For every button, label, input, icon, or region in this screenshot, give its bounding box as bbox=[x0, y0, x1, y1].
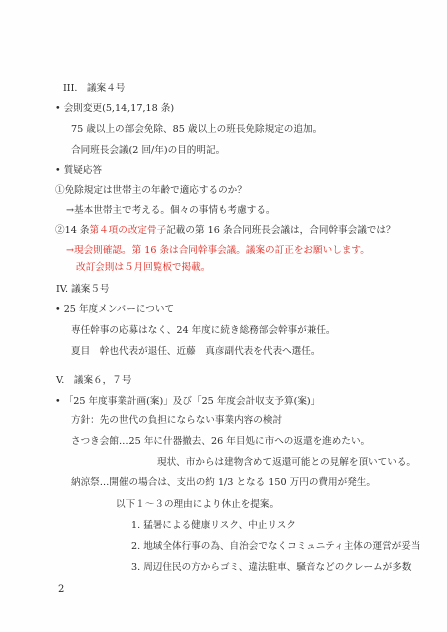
question-2 bbox=[55, 225, 396, 237]
question-1: ①免除規定は世帯主の年齢で適応するのか？ bbox=[55, 185, 247, 196]
answer-2-correction: →現会則確認。第 16 条は合同幹事会議。議案の訂正をお願いします。 bbox=[66, 245, 370, 256]
question-2-suffix: 記載の第 16 条合同班長会議は，合同幹事会議では？ bbox=[166, 225, 396, 236]
text-joint-meeting-purpose: 合同班長会議(2 回/年)の目的明記。 bbox=[71, 145, 226, 156]
bullet-bylaw-change: • 会則変更(5,14,17,18 条) bbox=[55, 103, 175, 114]
text-exemption-addition: 75 歳以上の部会免除、85 歳以上の班長免除規定の追加。 bbox=[71, 124, 323, 135]
section-heading-agenda-6-7: V. 議案６，７号 bbox=[56, 375, 132, 386]
question-2-red-highlight: 第４項の改定骨子 bbox=[89, 225, 167, 236]
page-number: 2 bbox=[58, 584, 65, 595]
section-heading-agenda-4: III. 議案４号 bbox=[63, 83, 126, 94]
answer-2-note: 改訂会則は５月回覧板で掲載。 bbox=[76, 262, 211, 273]
text-hall: さつき会館…25 年に什器撤去、26 年目処に市への返還を進めたい。 bbox=[71, 436, 371, 447]
reason-3: 3. 周辺住民の方からゴミ、違法駐車、騒音などのクレームが多数 bbox=[131, 562, 412, 573]
text-secretary: 専任幹事の応募はなく、24 年度に続き総務部会幹事が兼任。 bbox=[71, 325, 336, 336]
text-policy: 方針：先の世代の負担にならない事業内容の検討 bbox=[71, 415, 283, 426]
answer-1: →基本世帯主で考える。個々の事情も考慮する。 bbox=[66, 205, 276, 216]
bullet-members: • 25 年度メンバーについて bbox=[55, 304, 175, 315]
text-suspend-proposal: 以下１～３の理由により休止を提案。 bbox=[116, 499, 280, 510]
text-hall-status: 現状、市からは建物含めて返還可能との見解を頂いている。 bbox=[157, 457, 417, 468]
text-festival: 納涼祭…開催の場合は、支出の約 1/3 となる 150 万円の費用が発生。 bbox=[71, 477, 376, 488]
bullet-plan-budget: • 「25 年度事業計画(案)」及び「25 年度会計収支予算(案)」 bbox=[55, 396, 321, 407]
section-heading-agenda-5: IV. 議案５号 bbox=[56, 284, 110, 295]
question-2-prefix: ②14 条 bbox=[55, 225, 90, 236]
text-representative: 夏目 幹也代表が退任、近藤 真彦副代表を代表へ選任。 bbox=[71, 346, 321, 357]
bullet-qa: • 質疑応答 bbox=[55, 165, 103, 176]
reason-1: 1. 猛暑による健康リスク、中止リスク bbox=[131, 520, 296, 531]
reason-2: 2. 地域全体行事の為、自治会でなくコミュニティ主体の運営が妥当 bbox=[131, 541, 421, 552]
